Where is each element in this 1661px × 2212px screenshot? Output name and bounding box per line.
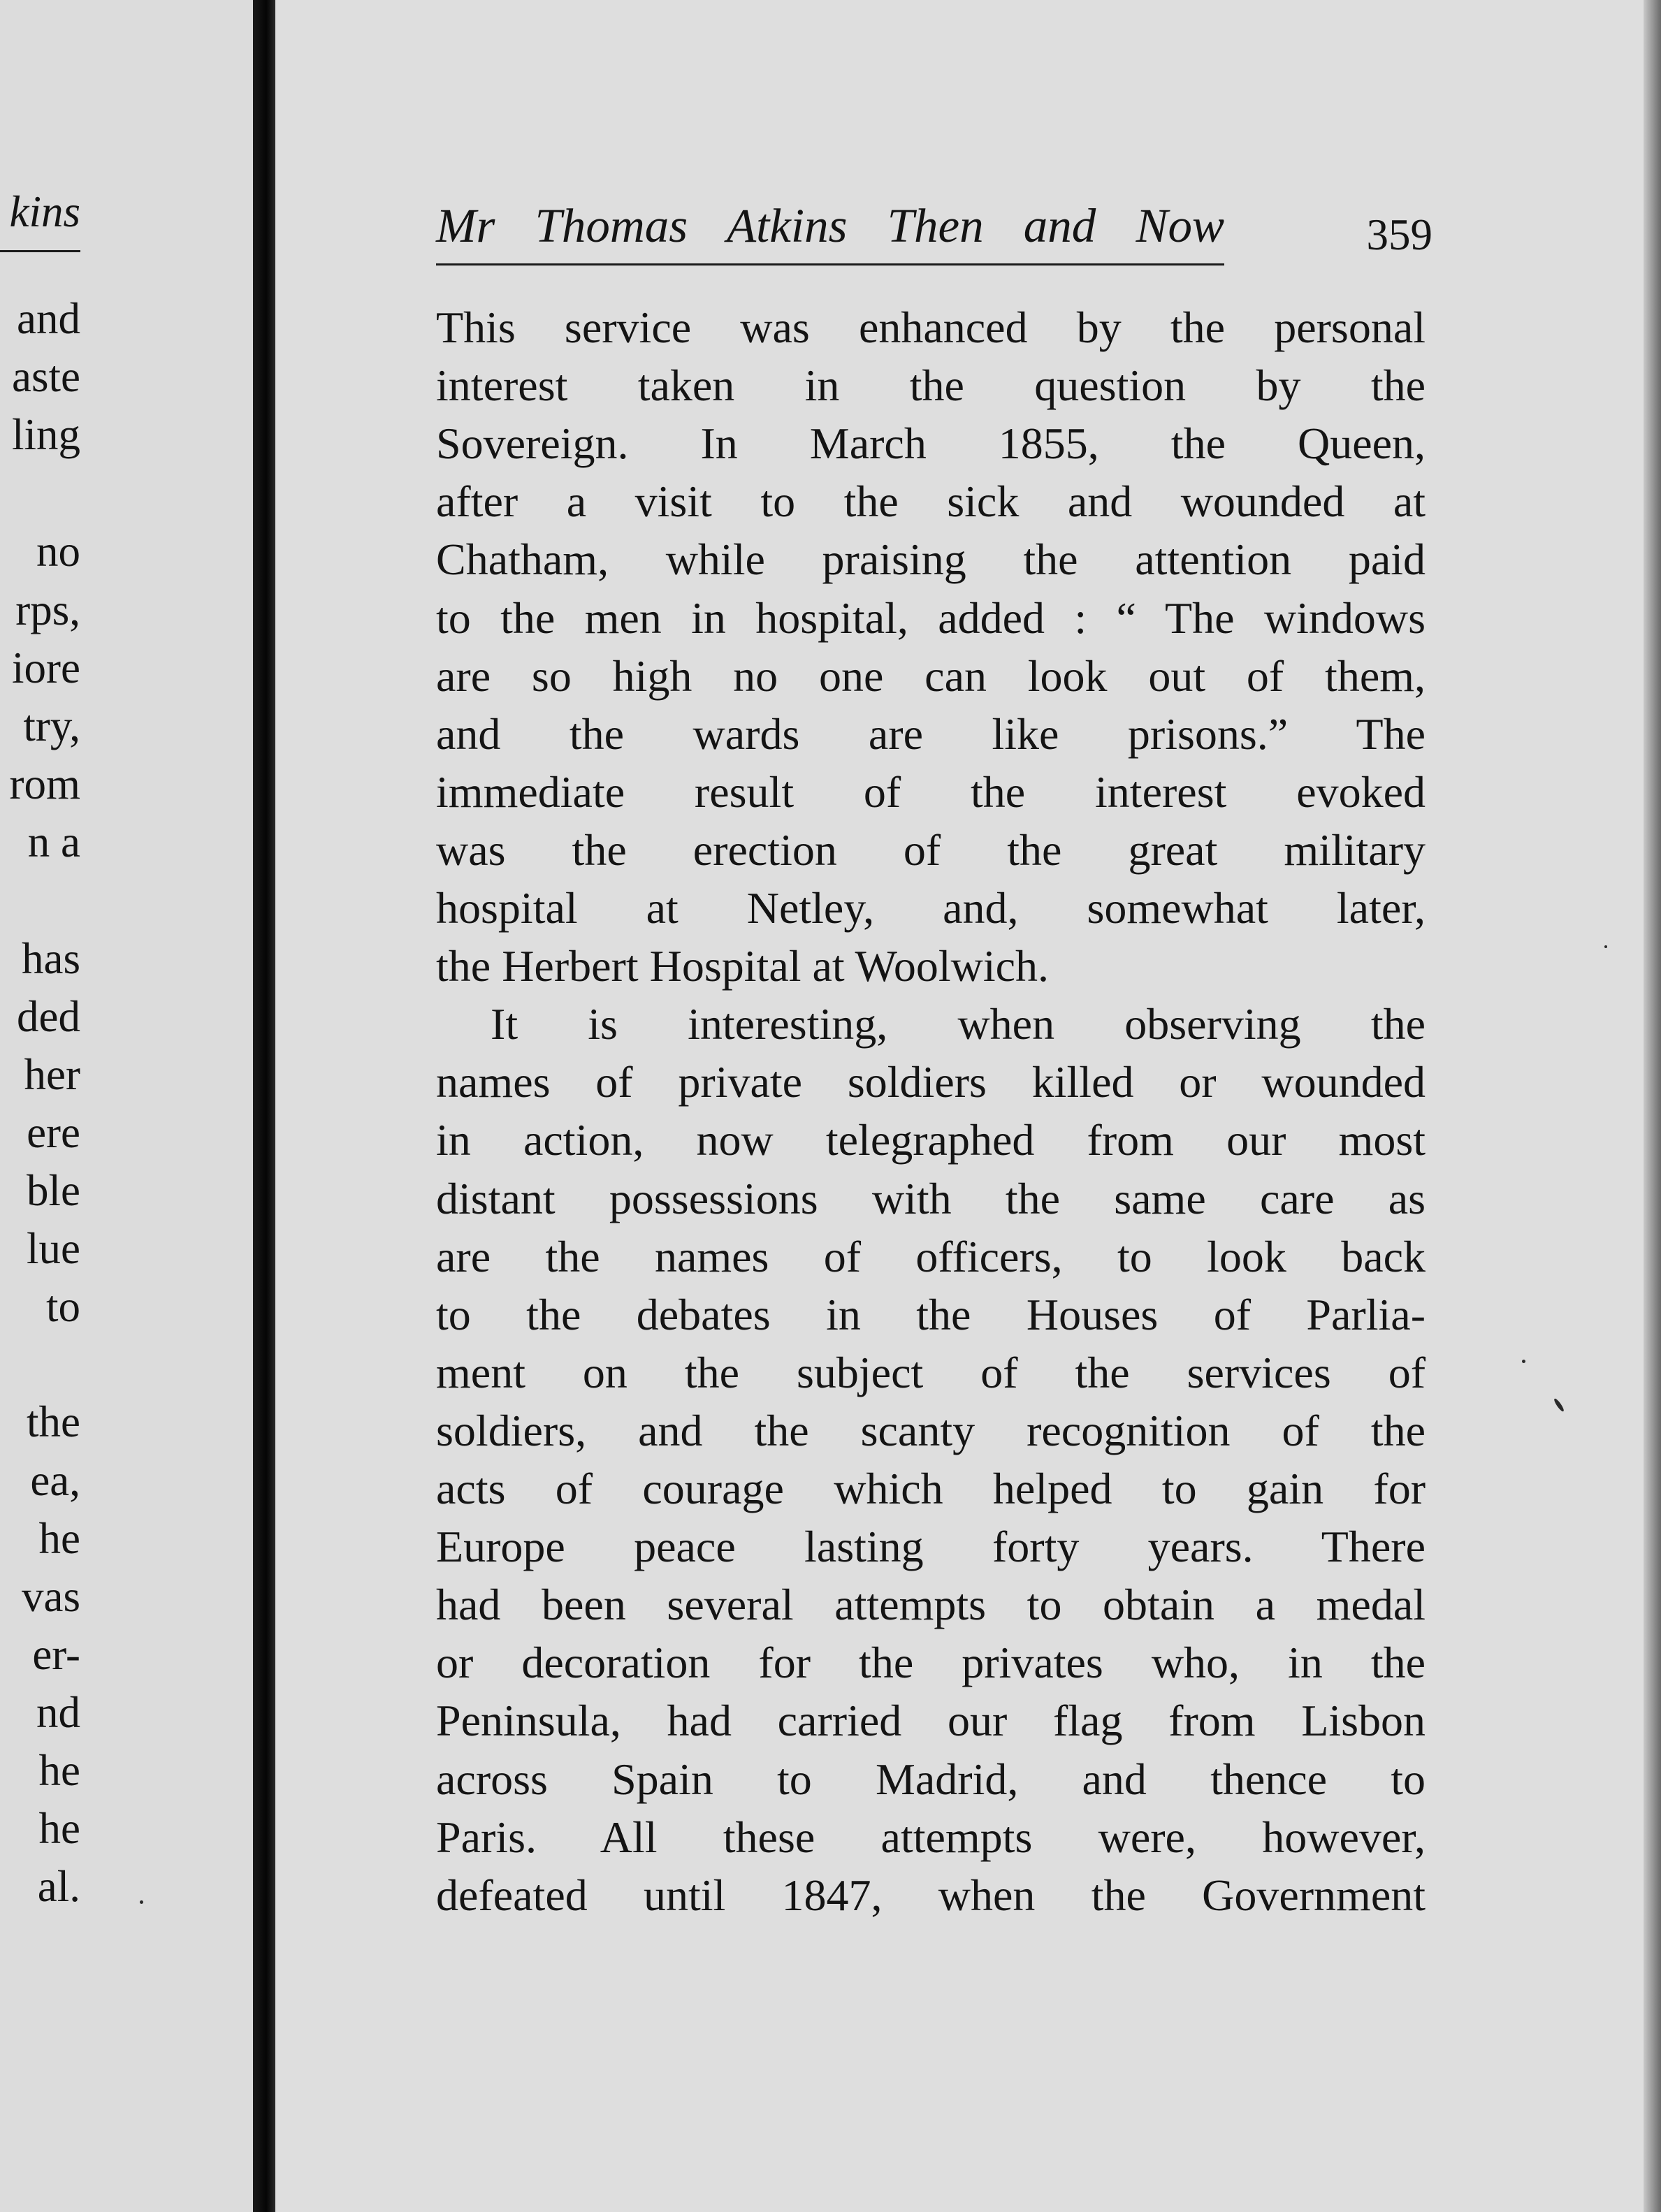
left-text-fragment: he <box>38 1804 80 1853</box>
left-text-fragment: nd <box>36 1688 80 1737</box>
body-line: across Spain to Madrid, and thence to <box>436 1754 1426 1804</box>
body-line: defeated until 1847, when the Government <box>436 1870 1426 1920</box>
body-line: distant possessions with the same care as <box>436 1174 1426 1223</box>
running-head: Mr Thomas Atkins Then and Now <box>436 199 1224 252</box>
body-line: acts of courage which helped to gain for <box>436 1464 1426 1513</box>
body-line: to the men in hospital, added : “ The windows <box>436 593 1426 643</box>
body-line: Peninsula, had carried our flag from Lisbon <box>436 1696 1426 1745</box>
left-text-fragment: ea, <box>30 1456 80 1505</box>
left-text-fragment: iore <box>12 643 80 692</box>
body-line: interest taken in the question by the <box>436 361 1426 410</box>
body-line: This service was enhanced by the personal <box>436 303 1426 352</box>
left-text-fragment: ble <box>27 1166 80 1215</box>
left-text-fragment: n a <box>27 817 80 866</box>
body-line: immediate result of the interest evoked <box>436 767 1426 817</box>
left-text-fragment: aste <box>12 352 80 401</box>
left-text-fragment: to <box>45 1282 80 1331</box>
scan-speck <box>1522 1360 1525 1363</box>
body-line: Paris. All these attempts were, however, <box>436 1812 1426 1862</box>
left-text-fragment: he <box>38 1746 80 1795</box>
left-text-fragment: try, <box>23 701 80 750</box>
body-line: are so high no one can look out of them, <box>436 651 1426 701</box>
body-line: hospital at Netley, and, somewhat later, <box>436 883 1426 933</box>
left-text-fragment: er- <box>32 1630 80 1679</box>
left-text-fragment: has <box>22 934 80 983</box>
left-text-fragment: lue <box>27 1224 80 1273</box>
body-line: soldiers, and the scanty recognition of the <box>436 1406 1426 1455</box>
left-text-fragment: the <box>27 1397 80 1446</box>
body-line: the Herbert Hospital at Woolwich. <box>436 941 1049 991</box>
running-head-rule <box>436 263 1224 265</box>
scan-speck <box>140 1900 143 1904</box>
body-line: after a visit to the sick and wounded at <box>436 476 1426 526</box>
left-page <box>0 0 253 2212</box>
left-text-fragment: rom <box>9 759 80 808</box>
left-header-rule <box>0 250 80 252</box>
left-text-fragment: ere <box>27 1108 80 1157</box>
left-text-fragment: vas <box>22 1572 80 1621</box>
body-line: or decoration for the privates who, in the <box>436 1638 1426 1687</box>
body-line: Sovereign. In March 1855, the Queen, <box>436 419 1426 468</box>
body-line: was the erection of the great military <box>436 825 1426 875</box>
body-line: names of private soldiers killed or wounded <box>436 1057 1426 1107</box>
page-number: 359 <box>1366 210 1432 259</box>
body-line: are the names of officers, to look back <box>436 1232 1426 1281</box>
body-line: ment on the subject of the services of <box>436 1348 1426 1397</box>
body-line: Europe peace lasting forty years. There <box>436 1522 1426 1571</box>
left-text-fragment: ling <box>11 410 80 459</box>
left-text-fragment: and <box>17 294 80 343</box>
left-text-fragment: rps, <box>15 585 80 634</box>
book-gutter <box>253 0 275 2212</box>
left-text-fragment: al. <box>37 1862 80 1911</box>
left-text-fragment: no <box>36 527 80 576</box>
left-text-fragment: he <box>38 1514 80 1563</box>
scan-speck <box>1604 945 1607 948</box>
left-running-head-fragment: kins <box>9 187 80 236</box>
body-line: had been several attempts to obtain a medal <box>436 1580 1426 1629</box>
body-line: It is interesting, when observing the <box>491 999 1426 1049</box>
body-line: to the debates in the Houses of Parlia- <box>436 1290 1426 1339</box>
body-line: in action, now telegraphed from our most <box>436 1115 1426 1165</box>
body-line: and the wards are like prisons.” The <box>436 709 1426 759</box>
left-text-fragment: her <box>24 1050 80 1099</box>
page-edge-shadow <box>1644 0 1661 2212</box>
body-line: Chatham, while praising the attention paid <box>436 534 1426 584</box>
left-text-fragment: ded <box>17 992 80 1041</box>
